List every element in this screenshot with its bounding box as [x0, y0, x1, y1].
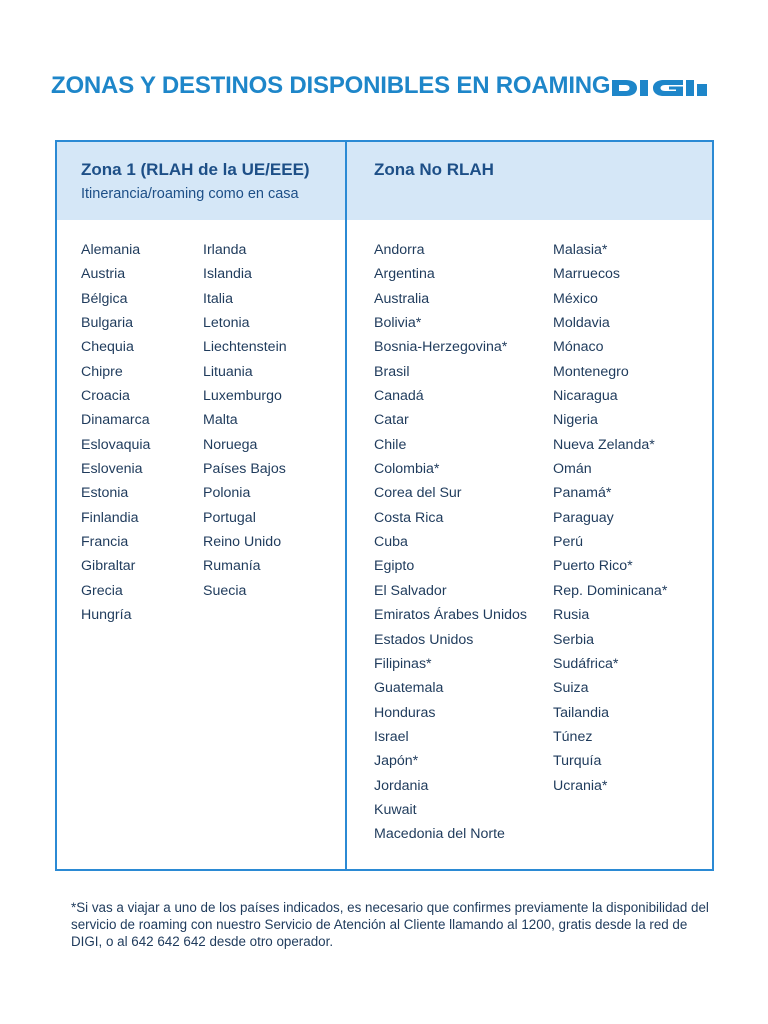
country-item: El Salvador: [374, 582, 447, 599]
country-item: Islandia: [203, 266, 252, 283]
country-item: Nigeria: [553, 412, 598, 429]
zone2-title: Zona No RLAH: [374, 160, 494, 179]
digi-logo: [612, 78, 707, 98]
country-item: Jordania: [374, 777, 429, 794]
country-item: Hungría: [81, 607, 132, 624]
country-item: Argentina: [374, 266, 435, 283]
country-item: Montenegro: [553, 363, 629, 380]
country-item: Alemania: [81, 242, 141, 258]
country-item: Eslovaquia: [81, 436, 151, 453]
country-item: Serbia: [553, 631, 595, 648]
country-item: Turquía: [553, 753, 602, 770]
zones-table: [55, 140, 714, 871]
country-item: Dinamarca: [81, 412, 150, 429]
country-item: Emiratos Árabes Unidos: [374, 607, 527, 624]
country-item: Omán: [553, 461, 592, 478]
country-item: Costa Rica: [374, 509, 444, 526]
country-item: Filipinas*: [374, 655, 432, 672]
zone2-list-a: [374, 238, 527, 847]
zone1-title: Zona 1 (RLAH de la UE/EEE): [81, 160, 310, 179]
country-item: Japón*: [374, 753, 419, 770]
country-item: Corea del Sur: [374, 485, 462, 502]
country-item: Chipre: [81, 363, 123, 380]
country-item: Colombia*: [374, 461, 440, 478]
country-item: Chile: [374, 436, 407, 453]
country-item: Italia: [203, 290, 233, 307]
country-item: Eslovenia: [81, 461, 143, 478]
country-item: Egipto: [374, 558, 415, 575]
country-item: Panamá*: [553, 485, 612, 502]
country-item: Túnez: [553, 728, 593, 745]
country-item: Tailandia: [553, 704, 610, 721]
country-item: Mónaco: [553, 339, 604, 356]
country-item: Austria: [81, 266, 126, 283]
zone1-subtitle: Itinerancia/roaming como en casa: [81, 186, 299, 202]
country-item: Andorra: [374, 242, 425, 258]
zone2-header: [347, 142, 712, 220]
country-item: Guatemala: [374, 680, 444, 697]
country-item: Portugal: [203, 509, 256, 526]
country-item: Sudáfrica*: [553, 655, 619, 672]
country-item: Ucrania*: [553, 777, 608, 794]
country-item: Macedonia del Norte: [374, 826, 505, 843]
country-item: Rusia: [553, 607, 590, 624]
country-item: Bélgica: [81, 290, 128, 307]
country-item: Bosnia-Herzegovina*: [374, 339, 508, 356]
page-title: ZONAS Y DESTINOS DISPONIBLES EN ROAMING: [51, 72, 611, 99]
zone2-list-b: [553, 238, 667, 798]
zone1-list-a: [81, 238, 150, 628]
country-item: Francia: [81, 534, 129, 551]
country-item: Kuwait: [374, 801, 417, 818]
country-item: Malasia*: [553, 242, 608, 258]
country-item: Polonia: [203, 485, 251, 502]
country-item: Liechtenstein: [203, 339, 287, 356]
country-item: Noruega: [203, 436, 258, 453]
country-item: Croacia: [81, 388, 130, 405]
country-item: Canadá: [374, 388, 424, 405]
country-item: Estonia: [81, 485, 129, 502]
country-item: Nueva Zelanda*: [553, 436, 655, 453]
country-item: Bolivia*: [374, 315, 422, 332]
country-item: Letonia: [203, 315, 250, 332]
footnote: *Si vas a viajar a uno de los países indicados, es necesario que confirmes previamente la disponibilidad del servicio de roaming con nuestro Servicio de Atención al Cliente llamando al 1200, gratis desde la red de DIGI, o al 642 642 642 desde otro operador.: [71, 900, 709, 949]
country-item: Estados Unidos: [374, 631, 474, 648]
country-item: Lituania: [203, 363, 253, 380]
column-divider: [345, 142, 347, 869]
country-item: Malta: [203, 412, 238, 429]
country-item: Australia: [374, 290, 430, 307]
country-item: Moldavia: [553, 315, 610, 332]
country-item: Rumanía: [203, 558, 261, 575]
country-item: Suecia: [203, 582, 247, 599]
zone1-list-b: [203, 238, 287, 603]
country-item: Irlanda: [203, 242, 247, 258]
country-item: Honduras: [374, 704, 436, 721]
country-item: Rep. Dominicana*: [553, 582, 668, 599]
country-item: Gibraltar: [81, 558, 136, 575]
country-item: Reino Unido: [203, 534, 282, 551]
country-item: Bulgaria: [81, 315, 134, 332]
country-item: Brasil: [374, 363, 410, 380]
country-item: México: [553, 290, 598, 307]
country-item: Cuba: [374, 534, 408, 551]
country-item: Catar: [374, 412, 409, 429]
zone1-header: [57, 142, 345, 220]
country-item: Paraguay: [553, 509, 614, 526]
country-item: Luxemburgo: [203, 388, 282, 405]
country-item: Puerto Rico*: [553, 558, 633, 575]
country-item: Finlandia: [81, 509, 139, 526]
country-item: Suiza: [553, 680, 589, 697]
country-item: Chequia: [81, 339, 134, 356]
country-item: Países Bajos: [203, 461, 286, 478]
country-item: Israel: [374, 728, 409, 745]
country-item: Marruecos: [553, 266, 621, 283]
country-item: Nicaragua: [553, 388, 618, 405]
country-item: Grecia: [81, 582, 123, 599]
country-item: Perú: [553, 534, 583, 551]
